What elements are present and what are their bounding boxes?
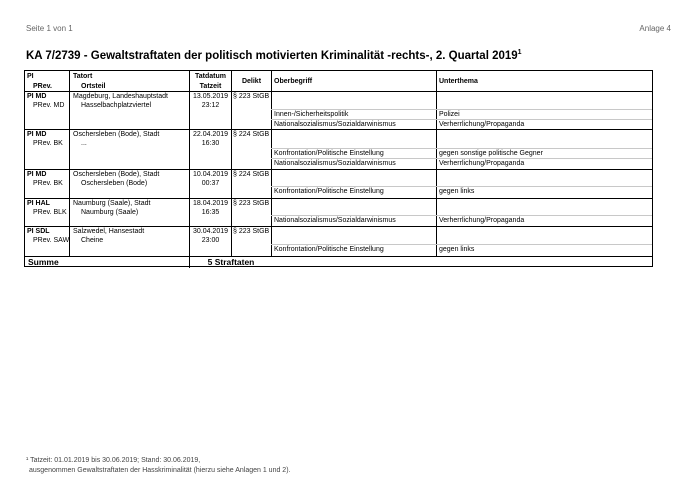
- page-indicator: Seite 1 von 1: [26, 24, 73, 33]
- record-tatort: Oschersleben (Bode), Stadt: [73, 171, 160, 178]
- record-ortsteil: Cheine: [81, 237, 104, 244]
- record-time: 23:00: [201, 237, 220, 244]
- record-pi: PI MD: [27, 93, 47, 100]
- summe-label: Summe: [28, 257, 59, 267]
- theme-unterthema: Verherrlichung/Propaganda: [439, 160, 525, 167]
- record-date: 10.04.2019: [192, 171, 229, 178]
- record-prev: PRev. BK: [33, 140, 63, 147]
- header-tatort: Tatort: [73, 73, 93, 80]
- record-delikt: § 224 StGB: [233, 131, 270, 138]
- record-prev: PRev. MD: [33, 102, 65, 109]
- header-delikt: Delikt: [241, 78, 262, 85]
- footnote-line-2: ausgenommen Gewaltstraftaten der Hasskriminalität (hierzu siehe Anlagen 1 und 2).: [29, 467, 291, 474]
- record-delikt: § 223 StGB: [233, 228, 270, 235]
- theme-unterthema: gegen links: [439, 188, 475, 195]
- theme-oberbegriff: Konfrontation/Politische Einstellung: [274, 188, 384, 195]
- record-prev: PRev. BLK: [33, 209, 67, 216]
- record-prev: PRev. BK: [33, 180, 63, 187]
- record-tatort: Naumburg (Saale), Stadt: [73, 200, 151, 207]
- theme-oberbegriff: Konfrontation/Politische Einstellung: [274, 150, 384, 157]
- footnote-line-1: ¹ Tatzeit: 01.01.2019 bis 30.06.2019; Stand: 30.06.2019,: [26, 457, 201, 464]
- record-date: 22.04.2019: [192, 131, 229, 138]
- theme-unterthema: Verherrlichung/Propaganda: [439, 121, 525, 128]
- theme-oberbegriff: Nationalsozialismus/Sozialdarwinismus: [274, 121, 396, 128]
- header-unterthema: Unterthema: [439, 78, 478, 85]
- record-time: 00:37: [201, 180, 220, 187]
- record-pi: PI SDL: [27, 228, 50, 235]
- record-time: 16:30: [201, 140, 220, 147]
- document-title: [26, 49, 522, 62]
- record-tatort: Oschersleben (Bode), Stadt: [73, 131, 160, 138]
- record-pi: PI MD: [27, 131, 47, 138]
- record-date: 18.04.2019: [192, 200, 229, 207]
- theme-oberbegriff: Nationalsozialismus/Sozialdarwinismus: [274, 217, 396, 224]
- record-pi: PI HAL: [27, 200, 50, 207]
- theme-oberbegriff: Konfrontation/Politische Einstellung: [274, 246, 384, 253]
- title-text: KA 7/2739 - Gewaltstraftaten der politisch motivierten Kriminalität -rechts-, 2. Quartal 2019: [26, 49, 518, 62]
- footnote-mark: 1: [517, 49, 522, 56]
- theme-oberbegriff: Nationalsozialismus/Sozialdarwinismus: [274, 160, 396, 167]
- offense-table: [24, 70, 653, 267]
- record-tatort: Magdeburg, Landeshauptstadt: [73, 93, 168, 100]
- record-delikt: § 224 StGB: [233, 171, 270, 178]
- record-date: 30.04.2019: [192, 228, 229, 235]
- header-pi: PI: [27, 73, 34, 80]
- header-tatzeit: Tatzeit: [199, 83, 222, 90]
- record-time: 23:12: [201, 102, 220, 109]
- header-tatdatum: Tatdatum: [195, 73, 226, 80]
- record-ortsteil: ...: [81, 140, 87, 147]
- header-oberbegriff: Oberbegriff: [274, 78, 313, 85]
- record-delikt: § 223 StGB: [233, 200, 270, 207]
- theme-unterthema: gegen sonstige politische Gegner: [439, 150, 543, 157]
- record-date: 13.05.2019: [192, 93, 229, 100]
- summe-value: 5 Straftaten: [207, 257, 255, 267]
- record-prev: PRev. SAW: [33, 237, 70, 244]
- record-ortsteil: Hasselbachplatzviertel: [81, 102, 152, 109]
- header-ortsteil: Ortsteil: [81, 83, 106, 90]
- theme-unterthema: gegen links: [439, 246, 475, 253]
- record-time: 16:35: [201, 209, 220, 216]
- record-tatort: Salzwedel, Hansestadt: [73, 228, 145, 235]
- theme-unterthema: Verherrlichung/Propaganda: [439, 217, 525, 224]
- theme-unterthema: Polizei: [439, 111, 460, 118]
- annex-label: Anlage 4: [639, 24, 671, 33]
- record-pi: PI MD: [27, 171, 47, 178]
- record-ortsteil: Naumburg (Saale): [81, 209, 139, 216]
- record-ortsteil: Oschersleben (Bode): [81, 180, 148, 187]
- theme-oberbegriff: Innen-/Sicherheitspolitik: [274, 111, 349, 118]
- record-delikt: § 223 StGB: [233, 93, 270, 100]
- header-prev: PRev.: [33, 83, 52, 90]
